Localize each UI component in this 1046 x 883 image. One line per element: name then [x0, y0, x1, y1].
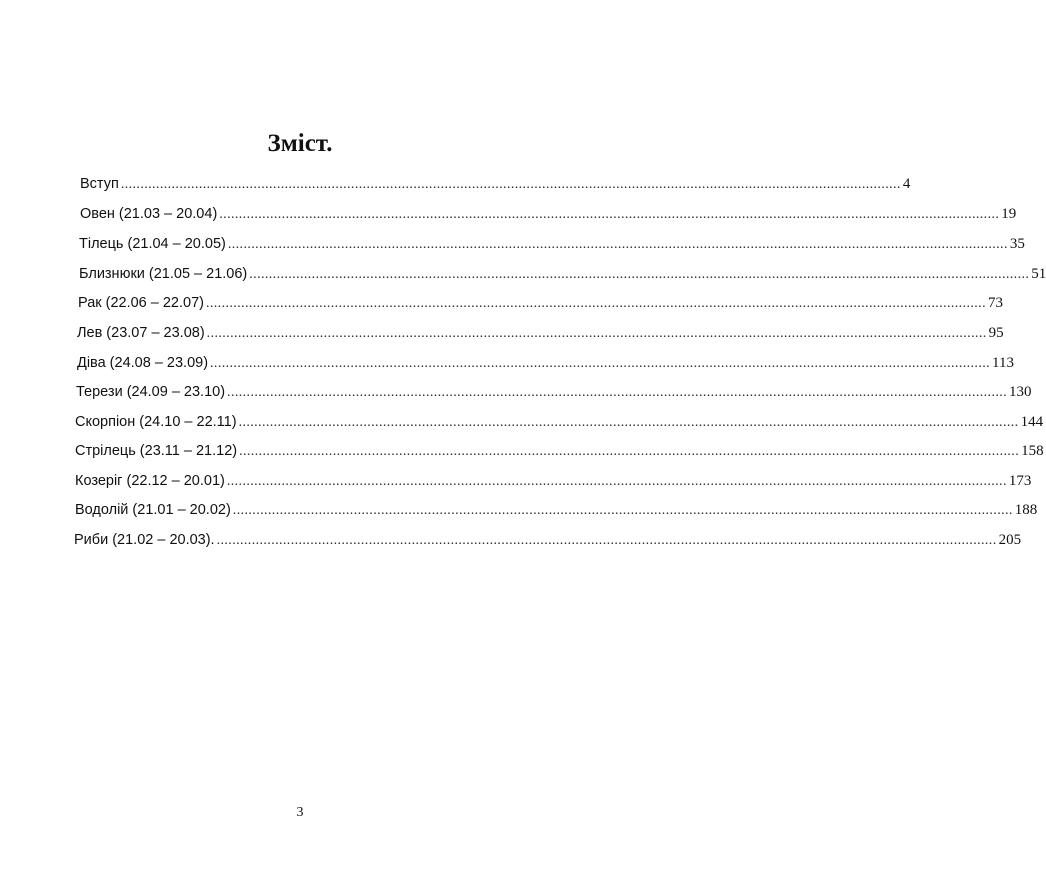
toc-entry-page: 205	[998, 532, 1022, 548]
dot-leader: ........................................................................................................................................................................................................	[205, 296, 986, 311]
dot-leader: ........................................................................................................................................................................................................	[238, 415, 1019, 430]
toc-entry-page: 73	[987, 295, 1003, 311]
toc-entry	[75, 500, 1038, 520]
toc-entry-label: Водолій (21.01 – 20.02)	[75, 502, 231, 518]
toc-entry	[75, 471, 1032, 491]
toc-entry	[79, 234, 1025, 254]
toc-entry-page: 113	[992, 355, 1014, 371]
toc-entry-label: Скорпіон (24.10 – 22.11)	[75, 414, 237, 430]
toc-entry-page: 144	[1020, 414, 1044, 430]
toc-entry-label: Діва (24.08 – 23.09)	[77, 355, 209, 371]
dot-leader: ........................................................................................................................................................................................................	[216, 533, 997, 548]
dot-leader: ........................................................................................................................................................................................................	[227, 385, 1008, 400]
toc-entry-label: Козеріг (22.12 – 20.01)	[75, 473, 225, 489]
toc-entry-page: 188	[1014, 502, 1038, 518]
toc-entry	[75, 412, 1044, 432]
toc-entry	[80, 204, 1017, 224]
dot-leader: ........................................................................................................................................................................................................	[232, 503, 1013, 518]
page-number: 3	[296, 805, 304, 820]
toc-entry	[74, 530, 1022, 550]
toc-entry-label: Тілець (21.04 – 20.05)	[79, 236, 226, 252]
toc-entry	[80, 174, 911, 194]
toc-entry	[76, 382, 1032, 402]
toc-entry	[78, 293, 1003, 313]
toc-entry-page: 95	[988, 325, 1004, 341]
toc-entry-label: Рак (22.06 – 22.07)	[78, 295, 204, 311]
dot-leader: ........................................................................................................................................................................................................	[249, 267, 1030, 282]
dot-leader: ........................................................................................................................................................................................................	[120, 177, 901, 192]
toc-entry-page: 35	[1009, 236, 1025, 252]
toc-entry-label: Овен (21.03 – 20.04)	[80, 206, 218, 222]
toc-entry	[77, 353, 1014, 373]
dot-leader: ........................................................................................................................................................................................................	[210, 356, 991, 371]
toc-entry	[75, 441, 1044, 461]
toc-entry-page: 173	[1008, 473, 1032, 489]
toc-entry-label: Риби (21.02 – 20.03).	[74, 532, 215, 548]
toc-entry-page: 51	[1031, 266, 1046, 282]
dot-leader: ........................................................................................................................................................................................................	[239, 444, 1020, 459]
toc-entry	[79, 264, 1046, 284]
toc-entry-label: Лев (23.07 – 23.08)	[77, 325, 205, 341]
toc-entry-label: Стрілець (23.11 – 21.12)	[75, 443, 238, 459]
toc-entry-page: 158	[1021, 443, 1044, 459]
dot-leader: ........................................................................................................................................................................................................	[227, 237, 1008, 252]
toc-entry-page: 19	[1001, 206, 1017, 222]
toc-entry	[77, 323, 1004, 343]
toc-entry-page: 130	[1009, 384, 1032, 400]
toc-entry-label: Близнюки (21.05 – 21.06)	[79, 266, 248, 282]
dot-leader: ........................................................................................................................................................................................................	[219, 207, 1000, 222]
toc-entry-page: 4	[902, 176, 911, 192]
dot-leader: ........................................................................................................................................................................................................	[226, 474, 1007, 489]
toc-entry-label: Вступ	[80, 176, 119, 192]
toc-entry-label: Терези (24.09 – 23.10)	[76, 384, 226, 400]
dot-leader: ........................................................................................................................................................................................................	[206, 326, 987, 341]
toc-title: Зміст.	[267, 130, 333, 157]
